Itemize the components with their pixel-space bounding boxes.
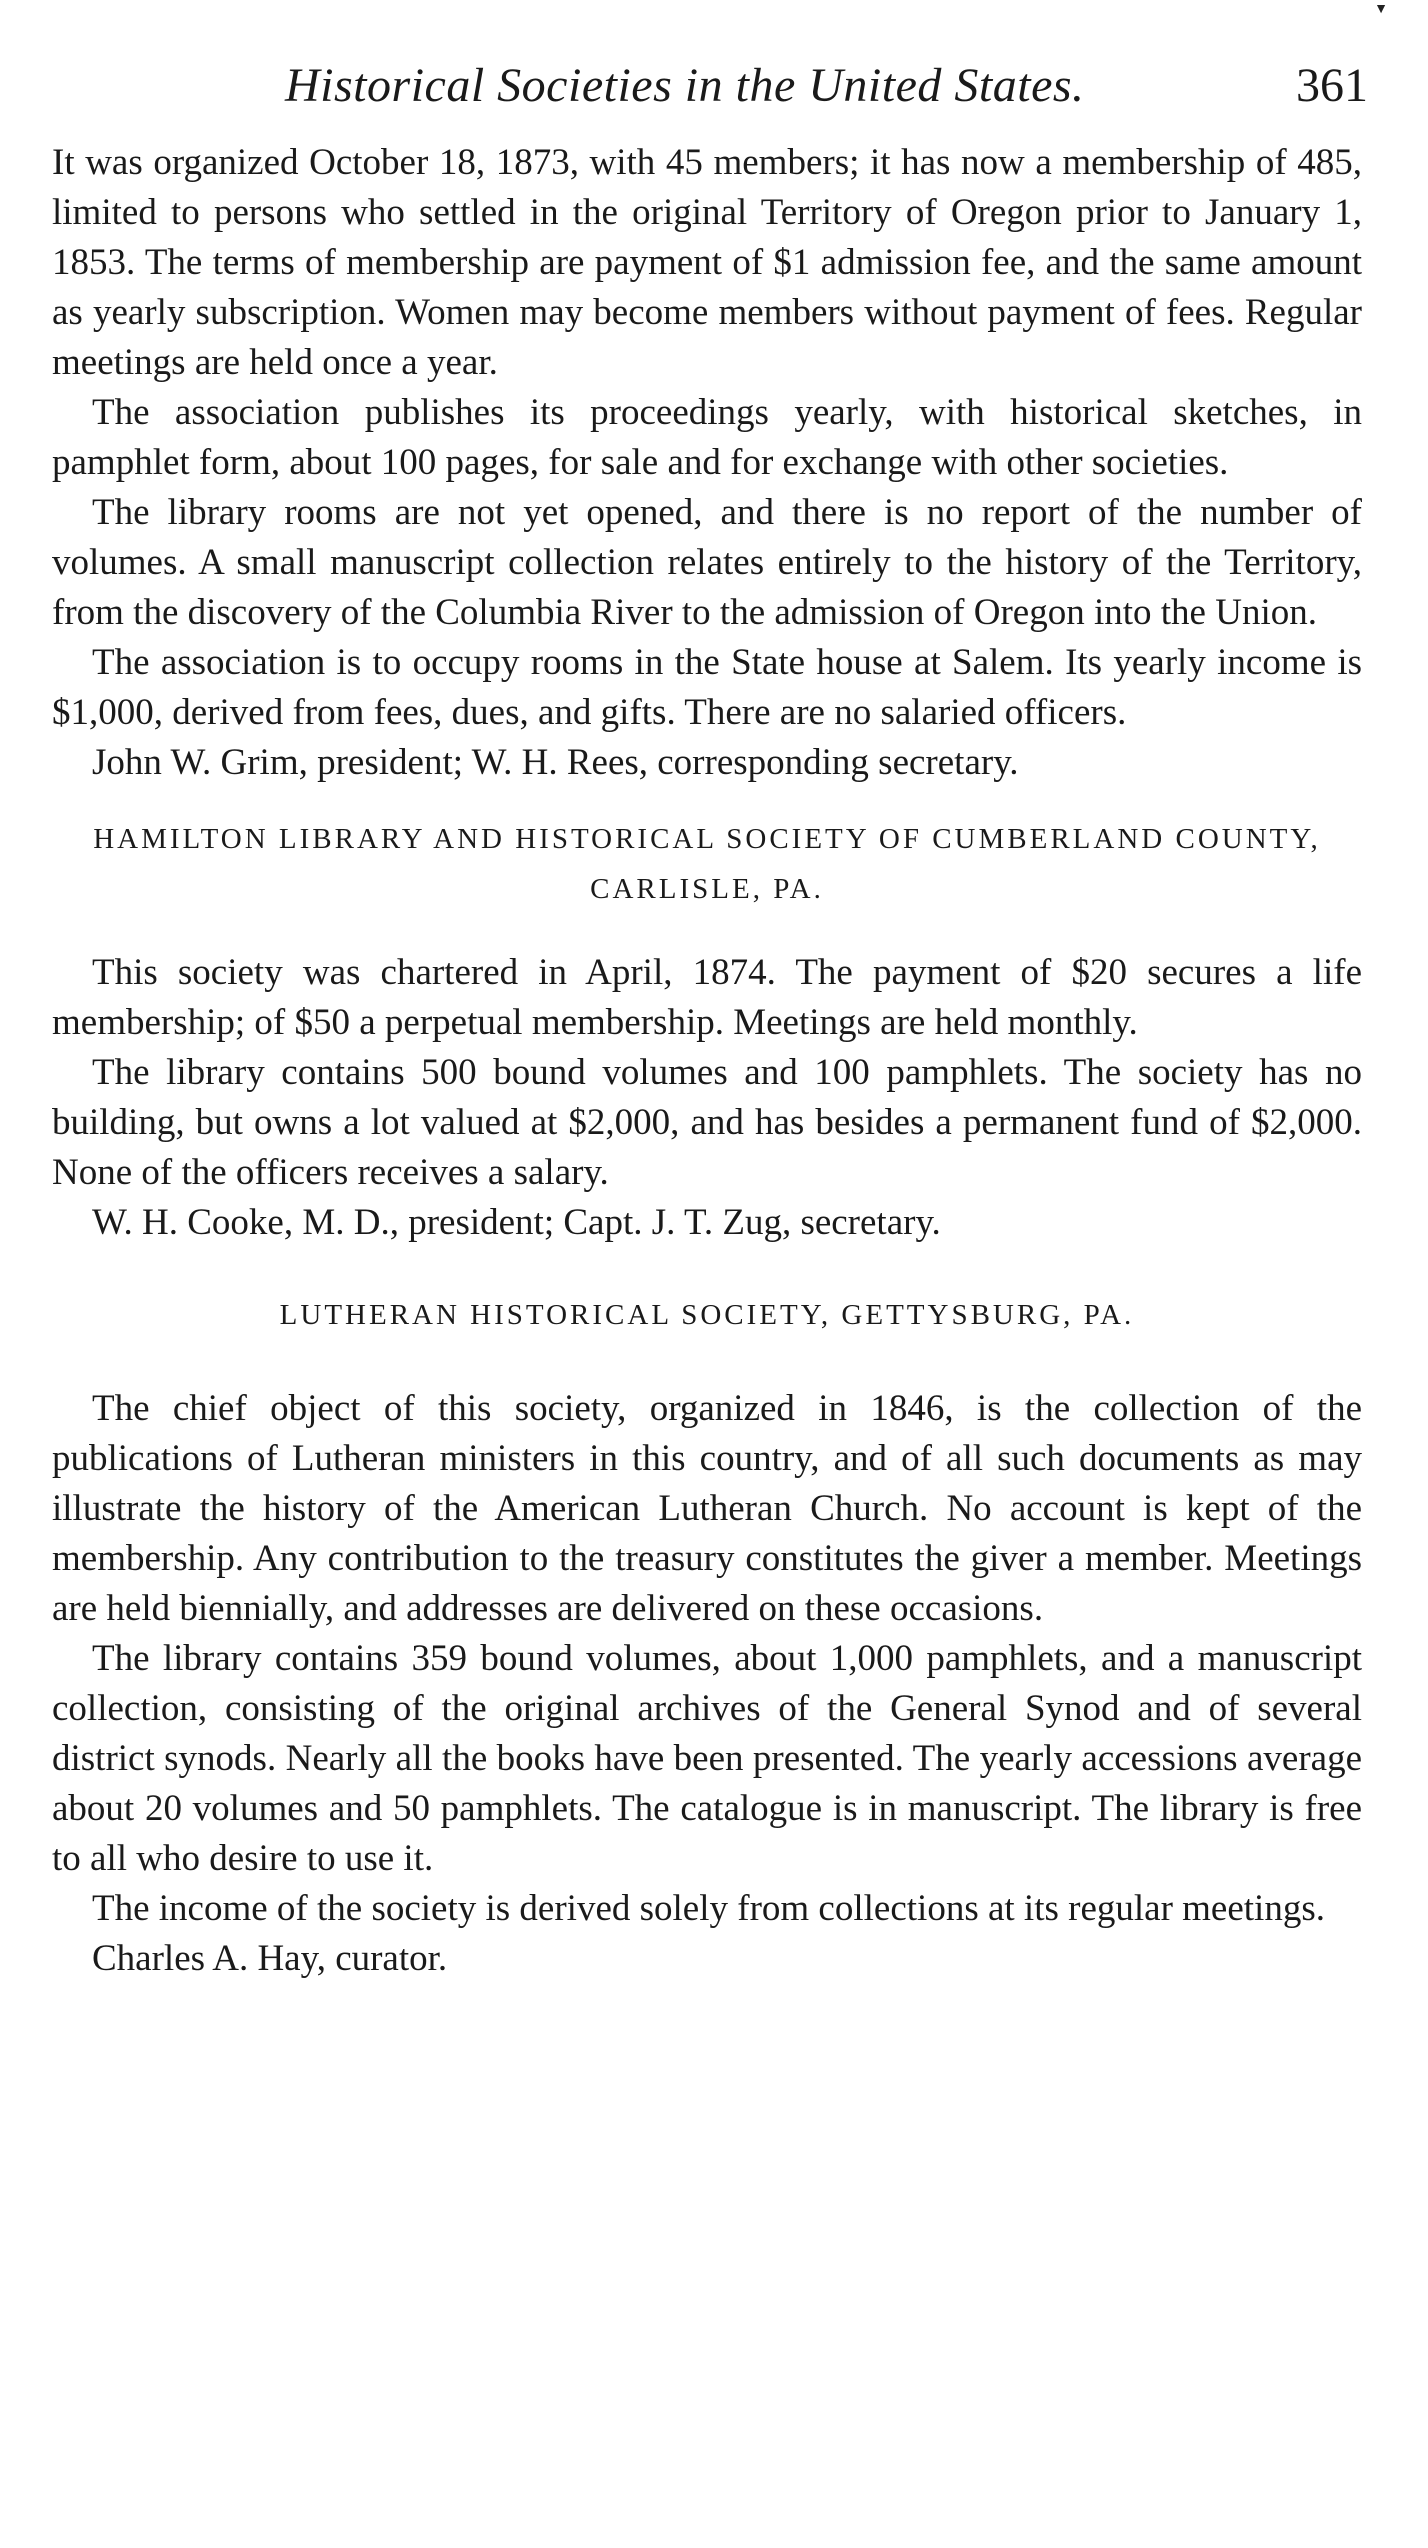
lutheran-heading: LUTHERAN HISTORICAL SOCIETY, GETTYSBURG, PA. — [279, 1299, 1135, 1331]
page-header — [0, 58, 1428, 118]
running-head: Historical Societies in the United States. — [285, 59, 1085, 112]
oregon-paragraph-4: The association is to occupy rooms in the State house at Salem. Its yearly income is $1,000, derived from fees, dues, and gifts. There are no salaried officers. — [52, 642, 1362, 733]
corner-mark-icon: ▼ — [1374, 2, 1388, 17]
hamilton-paragraph-1: This society was chartered in April, 1874. The payment of $20 secures a life membership; of $50 a perpetual membership. Meetings are held monthly. — [52, 952, 1362, 1043]
oregon-paragraph-2: The association publishes its proceedings yearly, with historical sketches, in pamphlet form, about 100 pages, for sale and for exchange with other societies. — [52, 392, 1362, 483]
lutheran-paragraph-2: The library contains 359 bound volumes, about 1,000 pamphlets, and a manuscript collection, consisting of the original archives of the General Synod and of several district synods. Nearly all the books have been presented. The yearly accessions average about 20 volumes and 50 pamphlets. The catalogue is in manuscript. The library is free to all who desire to use it. — [52, 1638, 1362, 1879]
hamilton-heading: HAMILTON LIBRARY AND HISTORICAL SOCIETY OF CUMBERLAND COUNTY, CARLISLE, PA. — [93, 823, 1321, 905]
oregon-paragraph-3: The library rooms are not yet opened, and there is no report of the number of volumes. A small manuscript collection relates entirely to the history of the Territory, from the discovery of the Columbia River to the admission of Oregon into the Union. — [52, 492, 1362, 633]
oregon-paragraph-1: It was organized October 18, 1873, with 45 members; it has now a membership of 485, limited to persons who settled in the original Territory of Oregon prior to January 1, 1853. The terms of membership are payment of $1 admission fee, and the same amount as yearly subscription. Women may become members without payment of fees. Regular meetings are held once a year. — [52, 142, 1362, 383]
hamilton-officers: W. H. Cooke, M. D., president; Capt. J. T. Zug, secretary. — [92, 1202, 941, 1243]
hamilton-paragraph-2: The library contains 500 bound volumes and 100 pamphlets. The society has no building, but owns a lot valued at $2,000, and has besides a permanent fund of $2,000. None of the officers receives a salary. — [52, 1052, 1362, 1193]
lutheran-paragraph-1: The chief object of this society, organized in 1846, is the collection of the publications of Lutheran ministers in this country, and of all such documents as may illustrate the history of the American Lutheran Church. No account is kept of the membership. Any contribution to the treasury constitutes the giver a member. Meetings are held biennially, and addresses are delivered on these occasions. — [52, 1388, 1362, 1629]
lutheran-paragraph-3: The income of the society is derived solely from collections at its regular meetings. — [92, 1888, 1325, 1929]
oregon-officers: John W. Grim, president; W. H. Rees, corresponding secretary. — [92, 742, 1019, 783]
page-number: 361 — [1296, 59, 1368, 112]
lutheran-curator: Charles A. Hay, curator. — [92, 1938, 448, 1979]
page-body — [52, 138, 1362, 1984]
